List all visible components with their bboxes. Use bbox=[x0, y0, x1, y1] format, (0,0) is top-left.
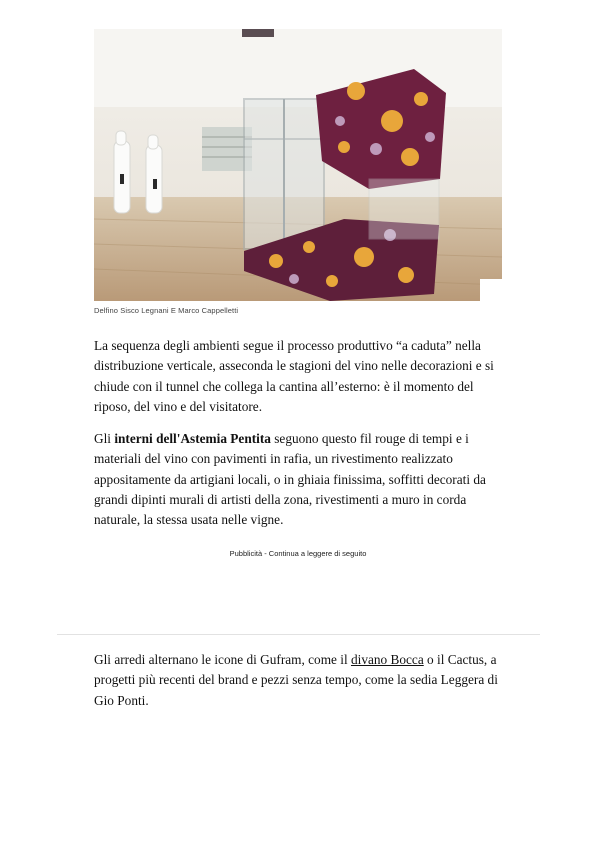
photo-caption: Delfino Sisco Legnani E Marco Cappelletti bbox=[94, 306, 239, 315]
advertising-label: Pubblicità - Continua a leggere di seguito bbox=[229, 549, 367, 558]
paragraph-production-sequence: La sequenza degli ambienti segue il processo produttivo “a caduta” nella distribuzione verticale, asseconda le stagioni del vino nelle decorazioni e si chiude con il tunnel che collega la cantina all’esterno: è il momento del riposo, del vino e del visitatore. bbox=[94, 338, 494, 414]
paragraph-furnishings-body: o il Cactus, a progetti più recenti del brand e pezzi senza tempo, come la sedia Leggera di Gio Ponti. bbox=[94, 652, 498, 708]
paragraph-interiors-body: seguono questo fil rouge di tempi e i materiali del vino con pavimenti in rafia, un rivestimento realizzato appositamente da artigiani locali, o in ghiaia finissima, soffitti decorati da grandi dipinti murali di artisti della zona, rivestimenti a muro in corda naturale, la stessa usata nelle vigne. bbox=[94, 431, 486, 528]
section-divider bbox=[57, 634, 540, 635]
bold-venue-name: interni dell'Astemia Pentita bbox=[114, 431, 271, 446]
paragraph-interiors bbox=[94, 429, 508, 530]
paragraph-furnishings-intro: Gli arredi alternano le icone di Gufram, come il bbox=[94, 652, 351, 667]
interior-illustration bbox=[94, 29, 502, 301]
paragraph-furnishings bbox=[94, 650, 508, 711]
paragraph-interiors-intro: Gli bbox=[94, 431, 115, 446]
article-photo-stairwell bbox=[94, 29, 502, 301]
link-divano-bocca[interactable]: divano Bocca bbox=[350, 652, 424, 667]
